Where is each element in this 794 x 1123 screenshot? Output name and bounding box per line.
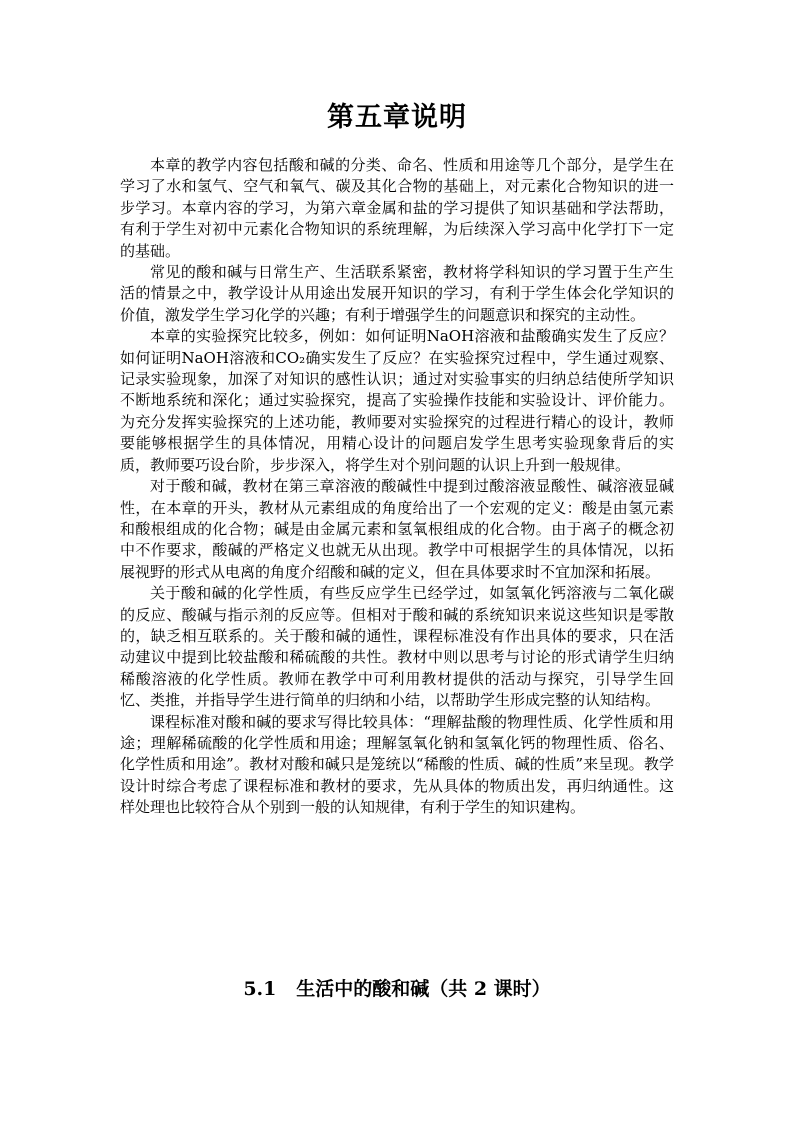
chapter-title: 第五章说明: [327, 102, 467, 133]
paragraph-intro: 本章的教学内容包括酸和碱的分类、命名、性质和用途等几个部分，是学生在学习了水和氢气、空气和氧气、碳及其化合物的基础上，对元素化合物知识的进一步学习。本章内容的学习，为第六章金属和盐的学习提供了知识基础和学法帮助，有利于学生对初中元素化合物知识的系统理解，为后续深入学习高中化学打下一定的基础。: [120, 156, 674, 260]
paragraph-experiments: 本章的实验探究比较多，例如：如何证明NaOH溶液和盐酸确实发生了反应？如何证明NaOH溶液和CO₂确实发生了反应？在实验探究过程中，学生通过观察、记录实验现象，加深了对知识的感性认识；通过对实验事实的归纳总结使所学知识不断地系统和深化；通过实验探究，提高了实验操作技能和实验设计、评价能力。为充分发挥实验探究的上述功能，教师要对实验探究的过程进行精心的设计，教师要能够根据学生的具体情况，用精心设计的问题启发学生思考实验现象背后的实质，教师要巧设台阶，步步深入，将学生对个别问题的认识上升到一般规律。: [120, 327, 674, 474]
paragraph-definitions: 对于酸和碱，教材在第三章溶液的酸碱性中提到过酸溶液显酸性、碱溶液显碱性，在本章的开头，教材从元素组成的角度给出了一个宏观的定义：酸是由氢元素和酸根组成的化合物；碱是由金属元素和氢氧根组成的化合物。由于离子的概念初中不作要求，酸碱的严格定义也就无从出现。教学中可根据学生的具体情况，以拓展视野的形式从电离的角度介绍酸和碱的定义，但在具体要求时不宜加深和拓展。: [120, 477, 674, 581]
paragraph-chemical-properties: 关于酸和碱的化学性质，有些反应学生已经学过，如氢氧化钙溶液与二氧化碳的反应、酸碱与指示剂的反应等。但相对于酸和碱的系统知识来说这些知识是零散的，缺乏相互联系的。关于酸和碱的通性，课程标准没有作出具体的要求，只在活动建议中提到比较盐酸和稀硫酸的共性。教材中则以思考与讨论的形式请学生归纳稀酸溶液的化学性质。教师在教学中可利用教材提供的活动与探究，引导学生回忆、类推，并指导学生进行简单的归纳和小结，以帮助学生形成完整的认知结构。: [120, 584, 674, 710]
paragraph-curriculum-standard: 课程标准对酸和碱的要求写得比较具体：“理解盐酸的物理性质、化学性质和用途；理解稀硫酸的化学性质和用途；理解氢氧化钠和氢氧化钙的物理性质、俗名、化学性质和用途”。教材对酸和碱只是笼统以“稀酸的性质、碱的性质”来呈现。教学设计时综合考虑了课程标准和教材的要求，先从具体的物质出发，再归纳通性。这样处理也比较符合从个别到一般的认知规律，有利于学生的知识建构。: [120, 712, 674, 817]
paragraph-daily-life: 常见的酸和碱与日常生产、生活联系紧密，教材将学科知识的学习置于生产生活的情景之中，教学设计从用途出发展开知识的学习，有利于学生体会化学知识的价值，激发学生学习化学的兴趣；有利于增强学生的问题意识和探究的主动性。: [120, 263, 674, 324]
chapter-body: [120, 155, 674, 819]
section-heading: 5.1 生活中的酸和碱（共 2 课时）: [243, 978, 551, 1000]
